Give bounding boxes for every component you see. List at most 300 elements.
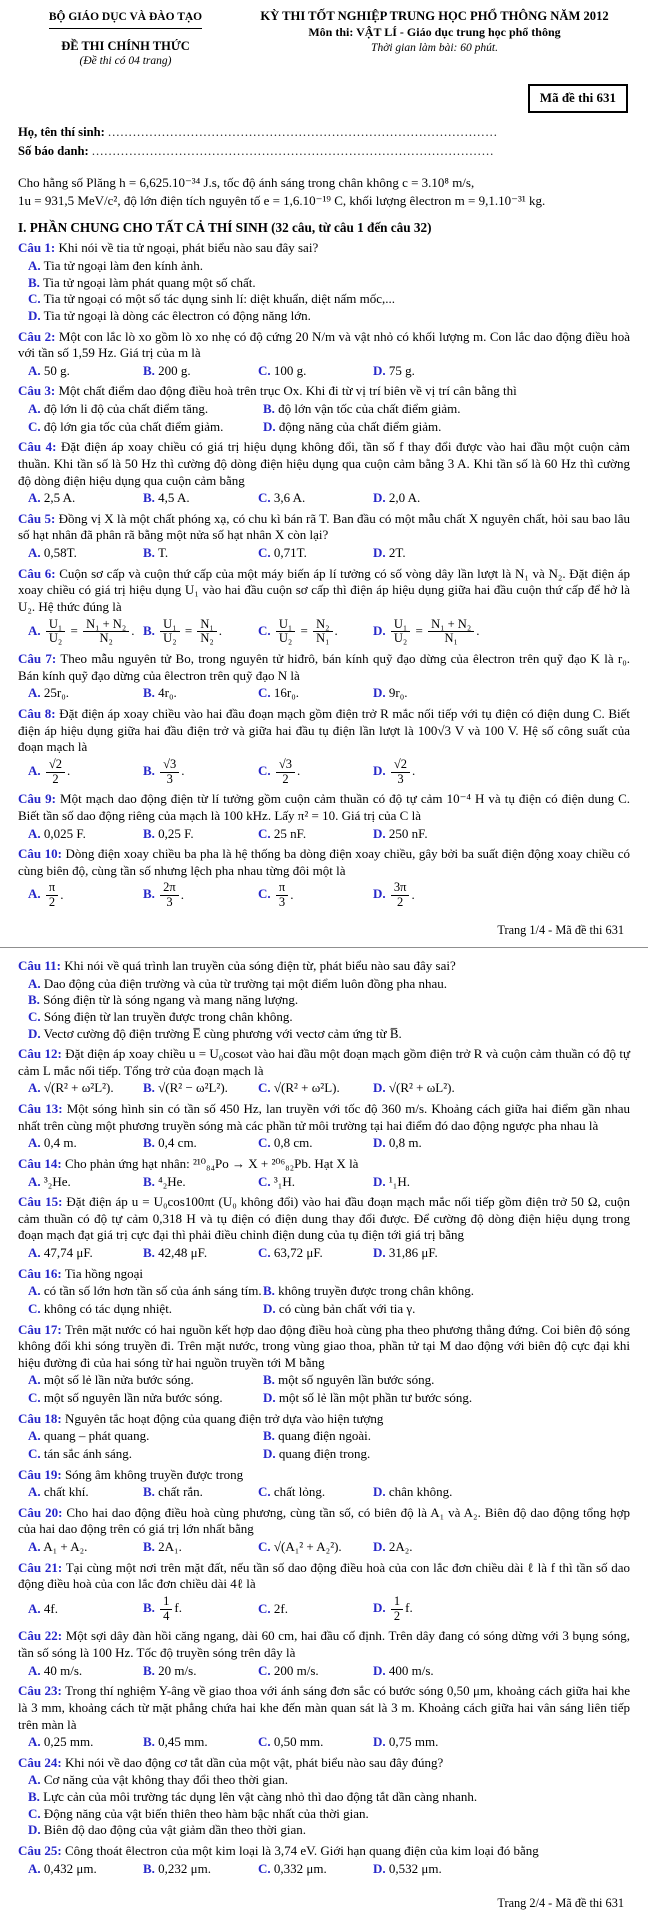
option-text: ¹₁H. bbox=[388, 1173, 410, 1189]
option-text: chất khí. bbox=[43, 1484, 89, 1500]
option-letter: B. bbox=[143, 545, 155, 561]
options-group bbox=[28, 757, 630, 788]
option-letter: C. bbox=[28, 418, 41, 434]
option-letter: B. bbox=[263, 1283, 275, 1299]
question-number: Câu 12: bbox=[18, 1046, 62, 1062]
option-c bbox=[258, 1861, 373, 1878]
fraction: $\frac{\pi}{3}$ bbox=[276, 881, 288, 910]
option-a bbox=[28, 1484, 143, 1501]
options-group bbox=[28, 1174, 630, 1191]
option-text: quang – phát quang. bbox=[43, 1428, 150, 1444]
exam-page-1 bbox=[0, 0, 648, 947]
option-letter: A. bbox=[28, 1080, 41, 1096]
question-stem-line bbox=[18, 706, 630, 756]
fraction: $\frac{\text{U₁}}{\text{U₂}}$ bbox=[46, 618, 65, 647]
options-group bbox=[28, 545, 630, 562]
option-text: 0,232 μm. bbox=[158, 1860, 212, 1876]
option-a bbox=[28, 1174, 143, 1191]
option-text: Dao động của điện trường và của từ trường tại một điểm luôn đồng pha nhau. bbox=[43, 975, 448, 991]
question-stem-line bbox=[18, 1467, 630, 1484]
option-a bbox=[28, 1734, 143, 1751]
options-group bbox=[28, 363, 630, 380]
option-letter: B. bbox=[28, 1789, 40, 1804]
question-number: Câu 6: bbox=[18, 565, 56, 581]
option-a bbox=[28, 490, 143, 507]
option-d bbox=[263, 1446, 630, 1463]
option-text: 0,75 mm. bbox=[388, 1734, 439, 1750]
option-c bbox=[258, 1539, 373, 1556]
option-letter: A. bbox=[28, 1662, 41, 1678]
question-stem-line bbox=[18, 791, 630, 824]
exam-code-box: Mã đề thi 631 bbox=[528, 84, 628, 113]
option-text: có tần số lớn hơn tần số của ánh sáng tím. bbox=[43, 1283, 262, 1299]
option-b bbox=[143, 1594, 258, 1625]
option-text: độ lớn vận tốc của chất điểm giảm. bbox=[278, 401, 461, 417]
question-stem: Tại cùng một nơi trên mặt đất, nếu tần số dao động điều hoà của con lắc đơn chiều dài ℓ là f thì tần số dao động điều hoà của con lắc đơn chiều dài 4ℓ là bbox=[18, 1559, 631, 1592]
option-text: 2A₁. bbox=[158, 1539, 182, 1554]
fraction: $\frac{\text{U₁}}{\text{U₂}}$ bbox=[160, 618, 179, 647]
question bbox=[18, 1411, 630, 1463]
option-letter: D. bbox=[28, 307, 41, 323]
option-d bbox=[263, 1301, 630, 1318]
option-text: $\frac{1}{2}$ f. bbox=[389, 1600, 413, 1615]
option-text: 2f. bbox=[273, 1600, 288, 1616]
option-a bbox=[28, 976, 630, 993]
option-text: 50 g. bbox=[43, 362, 70, 378]
option-letter: D. bbox=[28, 1822, 41, 1838]
option-letter: B. bbox=[143, 622, 155, 638]
option-a bbox=[28, 545, 143, 562]
option-a bbox=[28, 1135, 143, 1152]
question bbox=[18, 1843, 630, 1877]
option-a bbox=[28, 1861, 143, 1878]
question-number: Câu 17: bbox=[18, 1321, 62, 1337]
option-d bbox=[373, 826, 630, 843]
constants-line-2: 1u = 931,5 MeV/c², độ lớn điện tích nguyên tố e = 1,6.10⁻¹⁹ C, khối lượng êlectron m = 9,1.10⁻³¹ kg. bbox=[18, 192, 546, 208]
option-b bbox=[143, 1861, 258, 1878]
option-letter: A. bbox=[28, 1484, 41, 1500]
option-text: Động năng của vật biến thiên theo hàm bậc nhất của thời gian. bbox=[43, 1805, 369, 1821]
option-c bbox=[28, 1446, 263, 1463]
ministry-name: BỘ GIÁO DỤC VÀ ĐÀO TẠO bbox=[49, 10, 202, 29]
question-number: Câu 9: bbox=[18, 791, 56, 807]
student-name-field bbox=[18, 124, 630, 140]
option-a bbox=[28, 1245, 143, 1262]
option-d bbox=[28, 1822, 630, 1839]
option-c bbox=[258, 490, 373, 507]
option-text: 2,0 A. bbox=[388, 490, 421, 506]
option-text: 40 m/s. bbox=[43, 1662, 83, 1678]
question bbox=[18, 1755, 630, 1839]
options-group bbox=[28, 1484, 630, 1501]
section-heading: I. PHẦN CHUNG CHO TẤT CẢ THÍ SINH (32 câu, từ câu 1 đến câu 32) bbox=[18, 219, 432, 235]
option-letter: A. bbox=[28, 685, 41, 701]
option-letter: D. bbox=[373, 1662, 386, 1678]
option-text: 25r₀. bbox=[43, 685, 70, 701]
exam-header bbox=[18, 8, 630, 68]
question bbox=[18, 846, 630, 911]
fraction: $\frac{√2}{3}$ bbox=[391, 758, 410, 787]
option-text: Tia tử ngoại là dòng các êlectron có động năng lớn. bbox=[43, 307, 311, 323]
question bbox=[18, 1628, 630, 1679]
question bbox=[18, 1046, 630, 1097]
question-stem-line bbox=[18, 1505, 630, 1538]
option-d bbox=[373, 1174, 630, 1191]
option-text: Vectơ cường độ điện trường E̅ cùng phương với vectơ cảm ứng từ B̅. bbox=[43, 1025, 402, 1041]
option-text: không có tác dụng nhiệt. bbox=[43, 1300, 173, 1316]
option-text: $\frac{2\pi}{3}$ . bbox=[158, 887, 184, 902]
question-stem-line bbox=[18, 1755, 630, 1772]
option-letter: C. bbox=[258, 763, 271, 779]
option-text: 100 g. bbox=[273, 362, 307, 378]
question-stem-line bbox=[18, 1843, 630, 1860]
option-text: T. bbox=[157, 545, 169, 561]
option-c bbox=[258, 826, 373, 843]
question bbox=[18, 1266, 630, 1318]
option-letter: C. bbox=[258, 1600, 271, 1616]
option-letter: D. bbox=[373, 362, 386, 378]
question-number: Câu 7: bbox=[18, 651, 57, 667]
option-c bbox=[258, 545, 373, 562]
option-d bbox=[373, 1135, 630, 1152]
option-a bbox=[28, 1080, 143, 1097]
option-text: 9r₀. bbox=[388, 685, 408, 701]
option-text: 0,025 F. bbox=[43, 825, 86, 841]
option-letter: C. bbox=[28, 1390, 41, 1405]
fraction: $\frac{\text{U₁}}{\text{U₂}}$ bbox=[276, 618, 295, 647]
option-text: không truyền được trong chân không. bbox=[278, 1283, 475, 1299]
option-letter: B. bbox=[143, 1080, 155, 1096]
option-text: √(R² − ω²L²). bbox=[158, 1080, 228, 1096]
option-text: $\frac{\text{U₁}}{\text{U₂}}$ = $\frac{\text{N₁}}{\text{N₂}}$ . bbox=[158, 623, 222, 638]
option-text: Sóng điện từ là sóng ngang và mang năng lượng. bbox=[43, 992, 299, 1008]
student-fields bbox=[18, 121, 630, 162]
question-stem-line bbox=[18, 1101, 630, 1134]
question bbox=[18, 1560, 630, 1625]
option-c bbox=[258, 1601, 373, 1618]
option-c bbox=[258, 1135, 373, 1152]
option-c bbox=[258, 1174, 373, 1191]
option-letter: A. bbox=[28, 1173, 41, 1189]
option-text: $\frac{\pi}{3}$ . bbox=[274, 887, 294, 902]
question-stem-line bbox=[18, 329, 630, 362]
question-stem: Sóng âm không truyền được trong bbox=[64, 1466, 244, 1482]
option-b bbox=[143, 617, 258, 648]
question-stem: Nguyên tắc hoạt động của quang điện trở dựa vào hiện tượng bbox=[64, 1410, 384, 1426]
question-stem: Đặt điện áp xoay chiều vào hai đầu đoạn mạch gồm điện trở R mắc nối tiếp với tụ điện có điện dung C. Biết điện áp hiệu dụng giữa hai đầu điện trở và giữa hai đầu tụ điện lần lượt là 100√3 V và 100 V. Hệ số công suất của đoạn mạch là bbox=[18, 705, 630, 755]
option-b bbox=[28, 1789, 630, 1806]
option-letter: B. bbox=[263, 1428, 275, 1444]
option-text: 3,6 A. bbox=[273, 490, 306, 506]
question-number: Câu 10: bbox=[18, 846, 62, 862]
question-stem: Khi nói về quá trình lan truyền của sóng điện từ, phát biểu nào sau đây sai? bbox=[64, 958, 456, 973]
options-group bbox=[28, 1428, 630, 1462]
question bbox=[18, 1467, 630, 1501]
option-letter: C. bbox=[258, 1245, 271, 1260]
option-letter: C. bbox=[258, 886, 271, 902]
options-group bbox=[28, 1861, 630, 1878]
option-letter: C. bbox=[28, 291, 41, 307]
option-b bbox=[28, 275, 630, 292]
option-c bbox=[28, 419, 263, 436]
option-d bbox=[373, 363, 630, 380]
option-text: động năng của chất điểm giảm. bbox=[278, 418, 442, 434]
options-group bbox=[28, 1772, 630, 1839]
question bbox=[18, 1683, 630, 1751]
question bbox=[18, 329, 630, 380]
question bbox=[18, 1101, 630, 1152]
option-text: √(R² + ω²L). bbox=[273, 1080, 340, 1096]
question-stem: Một mạch dao động điện từ lí tưởng gồm cuộn cảm thuần có độ tự cảm 10⁻⁴ H và tụ điện có điện dung C. Biết tần số dao động riêng của mạch là 100 kHz. Lấy π² = 10. Giá trị của C là bbox=[18, 791, 631, 823]
question-number: Câu 4: bbox=[18, 439, 57, 455]
option-c bbox=[258, 1484, 373, 1501]
options-group bbox=[28, 1283, 630, 1317]
option-c bbox=[258, 1734, 373, 1751]
option-b bbox=[143, 490, 258, 507]
option-text: $\frac{√3}{2}$ . bbox=[274, 763, 300, 778]
question-number: Câu 16: bbox=[18, 1265, 62, 1281]
fraction: $\frac{√3}{2}$ bbox=[276, 758, 295, 787]
question-stem: Khi nói về dao động cơ tắt dần của một vật, phát biểu nào sau đây đúng? bbox=[64, 1754, 444, 1770]
question-stem: Khi nói về tia tử ngoại, phát biểu nào sau đây sai? bbox=[58, 240, 319, 256]
option-a bbox=[28, 1428, 263, 1445]
option-a bbox=[28, 1372, 263, 1389]
fraction: $\frac{\text{N₁ + N₂}}{\text{N₂}}$ bbox=[83, 618, 129, 647]
question-number: Câu 13: bbox=[18, 1101, 63, 1116]
options-group bbox=[28, 1539, 630, 1556]
question-number: Câu 20: bbox=[18, 1504, 63, 1520]
options-group bbox=[28, 1245, 630, 1262]
question-number: Câu 14: bbox=[18, 1155, 62, 1171]
option-letter: A. bbox=[28, 886, 41, 902]
option-a bbox=[28, 1283, 263, 1300]
option-text: 20 m/s. bbox=[158, 1662, 197, 1678]
option-text: 0,432 μm. bbox=[43, 1860, 97, 1876]
options-group bbox=[28, 826, 630, 843]
option-c bbox=[28, 291, 630, 308]
option-text: $\frac{\pi}{2}$ . bbox=[44, 887, 64, 902]
option-letter: D. bbox=[373, 1734, 386, 1750]
option-letter: D. bbox=[28, 1025, 41, 1041]
option-text: 0,58T. bbox=[43, 545, 77, 561]
option-b bbox=[143, 1245, 258, 1262]
option-letter: A. bbox=[28, 622, 41, 638]
option-c bbox=[28, 1390, 263, 1407]
option-b bbox=[143, 1174, 258, 1191]
option-text: ⁴₂He. bbox=[158, 1173, 186, 1189]
option-letter: B. bbox=[143, 490, 155, 506]
options-group bbox=[28, 1663, 630, 1680]
option-letter: B. bbox=[143, 1860, 155, 1876]
option-text: chân không. bbox=[388, 1484, 453, 1500]
exam-subject: Môn thi: VẬT LÍ - Giáo dục trung học phổ thông bbox=[308, 25, 561, 40]
option-letter: C. bbox=[258, 490, 271, 506]
option-text: 250 nF. bbox=[388, 825, 428, 841]
option-letter: C. bbox=[28, 1805, 41, 1821]
option-letter: C. bbox=[258, 362, 271, 378]
option-letter: C. bbox=[258, 1662, 271, 1678]
option-text: $\frac{√2}{3}$ . bbox=[389, 763, 415, 778]
question-stem: Công thoát êlectron của một kim loại là 3,74 eV. Giới hạn quang điện của kim loại đó bằng bbox=[64, 1842, 539, 1858]
option-letter: C. bbox=[258, 1860, 271, 1876]
option-letter: A. bbox=[28, 258, 41, 274]
option-b bbox=[143, 1734, 258, 1751]
option-letter: A. bbox=[28, 1539, 41, 1554]
option-d bbox=[373, 1861, 630, 1878]
question-stem-line bbox=[18, 1683, 630, 1733]
question bbox=[18, 439, 630, 507]
question-stem: Đồng vị X là một chất phóng xạ, có chu kì bán rã T. Ban đầu có một mẫu chất X nguyên chất, hỏi sau bao lâu số hạt nhân đã phân rã bằng một nửa số hạt nhân X còn lại? bbox=[18, 510, 631, 543]
option-letter: C. bbox=[28, 1445, 41, 1461]
option-b bbox=[263, 1428, 630, 1445]
question-number: Câu 21: bbox=[18, 1559, 63, 1575]
option-b bbox=[143, 1539, 258, 1556]
student-name-label: Họ, tên thí sinh: bbox=[18, 125, 105, 140]
options-group bbox=[28, 401, 630, 435]
option-text: 4f. bbox=[43, 1600, 58, 1616]
option-c bbox=[258, 617, 373, 648]
option-letter: A. bbox=[28, 362, 41, 378]
option-text: một số lẻ lần nửa bước sóng. bbox=[43, 1372, 194, 1388]
option-d bbox=[373, 685, 630, 702]
option-d bbox=[373, 1080, 630, 1097]
question-number: Câu 15: bbox=[18, 1194, 63, 1210]
option-b bbox=[143, 757, 258, 788]
exam-page-2 bbox=[0, 948, 648, 1920]
option-letter: C. bbox=[258, 1173, 271, 1189]
option-c bbox=[28, 1009, 630, 1026]
question-number: Câu 23: bbox=[18, 1683, 62, 1699]
option-letter: D. bbox=[373, 1245, 386, 1260]
question bbox=[18, 706, 630, 787]
option-text: A₁ + A₂. bbox=[43, 1539, 88, 1554]
option-letter: C. bbox=[258, 1080, 271, 1096]
option-text: độ lớn li độ của chất điểm tăng. bbox=[43, 401, 209, 417]
option-letter: B. bbox=[28, 992, 40, 1008]
question-stem: Theo mẫu nguyên tử Bo, trong nguyên tử hiđrô, bán kính quỹ đạo dừng của êlectron trên quỹ đạo K là r₀. Bán kính quỹ đạo dừng của êlectron trên quỹ đạo N là bbox=[18, 651, 630, 683]
option-text: √(A₁² + A₂²). bbox=[273, 1539, 342, 1554]
option-text: chất lỏng. bbox=[273, 1484, 326, 1500]
option-d bbox=[373, 1245, 630, 1262]
option-text: 47,74 μF. bbox=[43, 1245, 93, 1260]
question-stem: Đặt điện áp xoay chiều u = U₀cosωt vào hai đầu một đoạn mạch gồm điện trở R và cuộn cảm thuần có độ tự cảm L mắc nối tiếp. Tổng trở của đoạn mạch là bbox=[18, 1046, 630, 1078]
option-letter: D. bbox=[373, 685, 386, 701]
options-group bbox=[28, 1594, 630, 1625]
option-letter: D. bbox=[263, 1445, 276, 1461]
option-letter: D. bbox=[373, 886, 386, 902]
question-stem: Một con lắc lò xo gồm lò xo nhẹ có độ cứng 20 N/m và vật nhỏ có khối lượng m. Con lắc dao động điều hoà với tần số 1,59 Hz. Giá trị của m là bbox=[18, 328, 630, 361]
option-d bbox=[263, 1390, 630, 1407]
option-letter: B. bbox=[143, 1173, 155, 1189]
options-group bbox=[28, 880, 630, 911]
fraction: $\frac{√2}{2}$ bbox=[46, 758, 65, 787]
option-text: 31,86 μF. bbox=[388, 1245, 438, 1260]
option-text: quang điện ngoài. bbox=[278, 1428, 371, 1444]
option-a bbox=[28, 258, 630, 275]
fraction: $\frac{1}{2}$ bbox=[391, 1595, 403, 1624]
option-letter: A. bbox=[28, 975, 41, 991]
header-left-block bbox=[18, 8, 233, 68]
question-stem: Dòng điện xoay chiều ba pha là hệ thống ba dòng điện xoay chiều, gây bởi ba suất điện động xoay chiều có cùng biên độ, cùng tần số nhưng lệch pha nhau từng đôi một là bbox=[18, 846, 631, 878]
option-letter: A. bbox=[28, 1428, 41, 1444]
option-letter: A. bbox=[28, 1135, 41, 1151]
official-exam-label: ĐỀ THI CHÍNH THỨC bbox=[61, 38, 190, 53]
options-group bbox=[28, 1372, 630, 1406]
option-text: $\frac{√3}{3}$ . bbox=[158, 763, 184, 778]
option-b bbox=[263, 401, 630, 418]
option-letter: B. bbox=[28, 274, 40, 290]
option-a bbox=[28, 826, 143, 843]
option-a bbox=[28, 685, 143, 702]
options-group bbox=[28, 1135, 630, 1152]
option-text: $\frac{1}{4}$ f. bbox=[158, 1600, 182, 1615]
option-letter: A. bbox=[28, 825, 41, 841]
option-letter: A. bbox=[28, 1600, 41, 1616]
question-stem: Một sóng hình sin có tần số 450 Hz, lan truyền với tốc độ 360 m/s. Khoảng cách giữa hai điểm gần nhau nhất trên cùng một phương truyền sóng mà các phần tử môi trường tại hai điểm đó dao động ngược pha nhau là bbox=[18, 1101, 631, 1133]
option-text: √(R² + ω²L²). bbox=[43, 1080, 114, 1096]
option-letter: D. bbox=[373, 763, 386, 779]
options-group bbox=[28, 258, 630, 325]
fraction: $\frac{1}{4}$ bbox=[160, 1595, 172, 1624]
fraction: $\frac{3\pi}{2}$ bbox=[391, 881, 410, 910]
question-stem-line bbox=[18, 1156, 630, 1173]
option-letter: C. bbox=[258, 1135, 271, 1151]
option-letter: C. bbox=[258, 685, 271, 701]
option-letter: C. bbox=[258, 825, 271, 841]
question-stem-line bbox=[18, 1560, 630, 1593]
option-text: 0,50 mm. bbox=[273, 1734, 324, 1750]
option-text: 200 g. bbox=[158, 362, 191, 378]
question bbox=[18, 240, 630, 324]
question-number: Câu 8: bbox=[18, 705, 56, 721]
options-group bbox=[28, 1734, 630, 1751]
option-text: Cơ năng của vật không thay đổi theo thời gian. bbox=[43, 1772, 288, 1788]
question-stem: Cho phản ứng hạt nhân: ²¹⁰₈₄Po → X + ²⁰⁶₈₂Pb. Hạt X là bbox=[64, 1155, 359, 1171]
option-text: 16r₀. bbox=[273, 685, 300, 701]
option-letter: D. bbox=[263, 418, 276, 434]
option-b bbox=[28, 992, 630, 1009]
option-c bbox=[258, 363, 373, 380]
option-text: 0,332 μm. bbox=[273, 1860, 327, 1876]
question-stem-line bbox=[18, 383, 630, 400]
exam-duration: Thời gian làm bài: 60 phút. bbox=[371, 42, 498, 55]
option-letter: C. bbox=[28, 1008, 41, 1024]
question-number: Câu 1: bbox=[18, 240, 56, 256]
option-text: ³₂He. bbox=[43, 1173, 71, 1189]
option-letter: D. bbox=[373, 545, 386, 561]
question bbox=[18, 651, 630, 702]
option-text: 4r₀. bbox=[158, 685, 177, 701]
option-text: 0,25 mm. bbox=[43, 1734, 94, 1750]
student-id-label: Số báo danh: bbox=[18, 144, 89, 159]
question-stem: Một chất điểm dao động điều hoà trên trục Ox. Khi đi từ vị trí biên về vị trí cân bằng thì bbox=[58, 383, 517, 399]
fraction: $\frac{\pi}{2}$ bbox=[46, 881, 58, 910]
student-id-dots: ................................................................................................. bbox=[91, 144, 495, 159]
page-count-note: (Đề thi có 04 trang) bbox=[79, 54, 172, 67]
question-number: Câu 25: bbox=[18, 1842, 62, 1858]
option-c bbox=[28, 1806, 630, 1823]
question bbox=[18, 1194, 630, 1262]
question-number: Câu 18: bbox=[18, 1410, 62, 1426]
option-text: Biên độ dao động của vật giảm dần theo thời gian. bbox=[43, 1822, 307, 1838]
question bbox=[18, 383, 630, 435]
fraction: $\frac{2\pi}{3}$ bbox=[160, 881, 179, 910]
option-text: 25 nF. bbox=[273, 825, 307, 841]
question-number: Câu 24: bbox=[18, 1754, 62, 1770]
option-letter: A. bbox=[28, 1283, 41, 1299]
option-text: 2A₂. bbox=[388, 1539, 413, 1554]
constants-block bbox=[18, 174, 630, 210]
